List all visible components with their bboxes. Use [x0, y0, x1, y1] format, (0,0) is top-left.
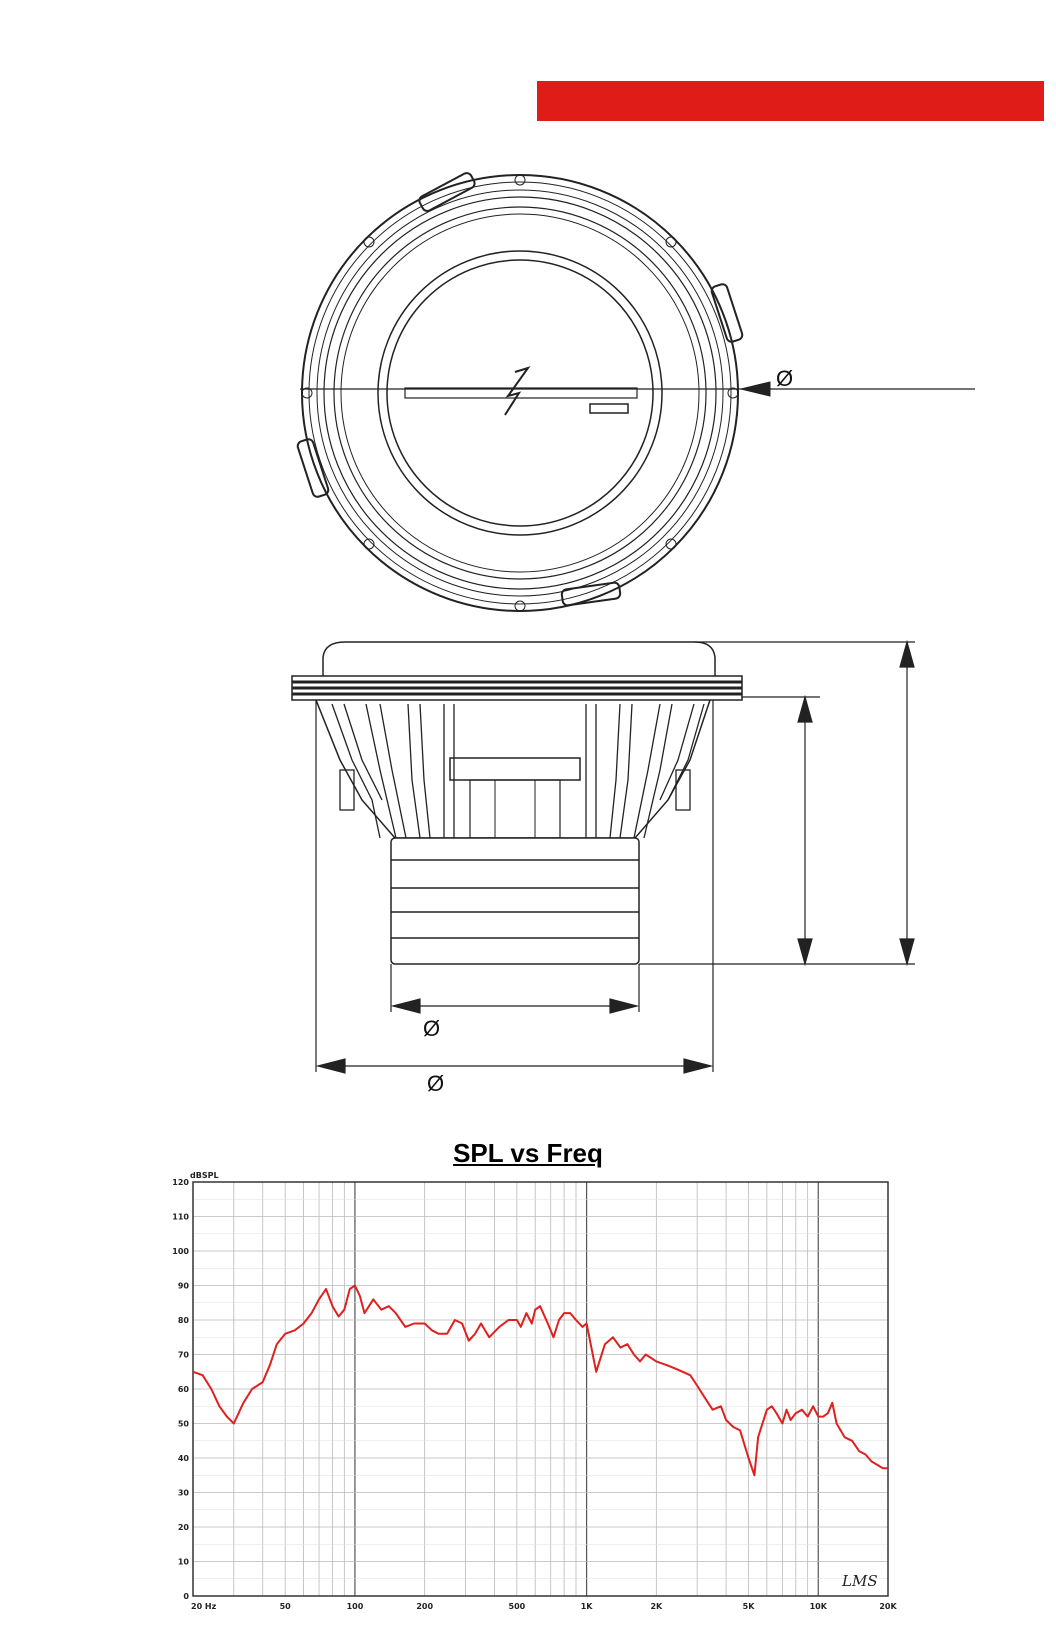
chart-grid — [193, 1182, 888, 1596]
magnet-diameter-symbol: Ø — [423, 1016, 441, 1041]
y-tick-label: 0 — [183, 1592, 189, 1601]
x-tick-label: 1K — [580, 1602, 593, 1611]
x-tick-label: 100 — [346, 1602, 364, 1611]
x-tick-label: 2K — [650, 1602, 663, 1611]
y-tick-label: 60 — [177, 1385, 189, 1394]
x-tick-label: 20K — [879, 1602, 897, 1611]
x-tick-label: 500 — [508, 1602, 526, 1611]
outer-diameter-symbol: Ø — [427, 1071, 445, 1096]
lms-watermark: LMS — [842, 1572, 878, 1590]
x-tick-label: 10K — [809, 1602, 827, 1611]
y-tick-label: 50 — [177, 1419, 189, 1429]
y-tick-label: 120 — [172, 1178, 189, 1187]
y-tick-label: 40 — [177, 1454, 189, 1463]
y-axis-label: dBSPL — [190, 1171, 219, 1180]
x-tick-label: 20 Hz — [191, 1602, 217, 1611]
x-tick-label: 5K — [742, 1602, 755, 1611]
y-tick-label: 80 — [177, 1316, 189, 1325]
y-tick-label: 10 — [177, 1557, 189, 1567]
y-tick-label: 100 — [172, 1247, 189, 1256]
spl-curve-layer — [193, 1286, 888, 1476]
x-tick-label: 50 — [279, 1602, 291, 1611]
chart-title: SPL vs Freq — [453, 1138, 603, 1168]
y-tick-labels — [172, 1178, 189, 1601]
x-tick-label: 200 — [416, 1602, 434, 1611]
y-tick-label: 90 — [177, 1281, 189, 1291]
x-tick-labels — [191, 1602, 897, 1611]
y-tick-label: 20 — [177, 1523, 189, 1532]
y-tick-label: 70 — [177, 1350, 189, 1360]
mount-diameter-symbol: Ø — [776, 366, 794, 391]
y-tick-label: 110 — [172, 1212, 189, 1222]
spl-series-line — [193, 1286, 888, 1476]
y-tick-label: 30 — [177, 1488, 189, 1498]
